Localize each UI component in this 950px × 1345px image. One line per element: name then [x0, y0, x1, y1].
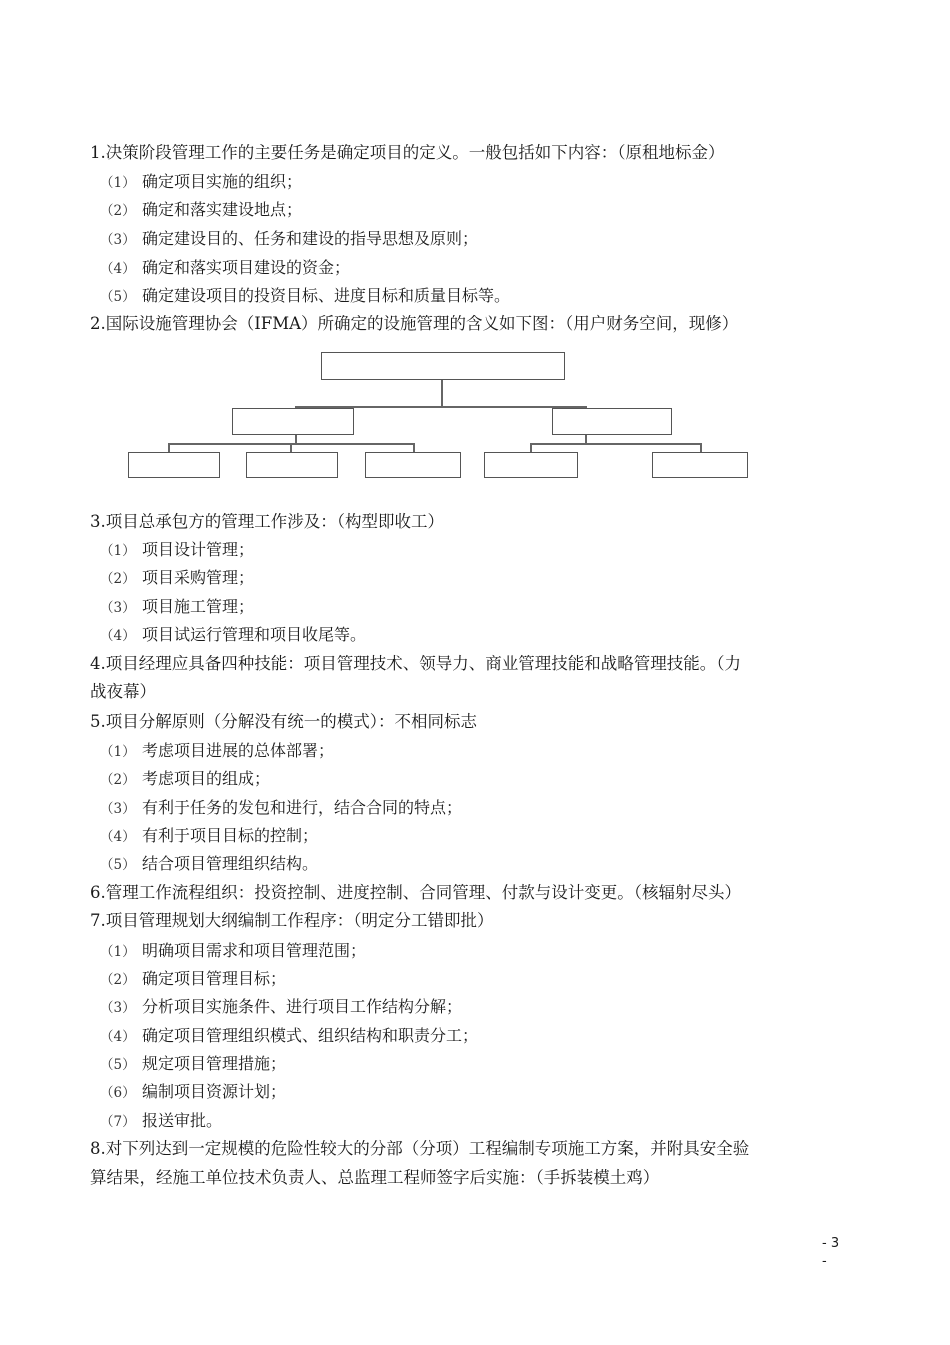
- item-text: 考虑项目进展的总体部署；: [142, 741, 335, 760]
- item-text: 分析项目实施条件、进行项目工作结构分解；: [142, 997, 463, 1016]
- item-text: 规定项目管理措施；: [142, 1054, 287, 1073]
- item-text: 确定建设项目的投资目标、进度目标和质量目标等。: [142, 286, 511, 305]
- item-text: 项目设计管理；: [142, 540, 255, 559]
- item-text: 项目试运行管理和项目收尾等。: [142, 625, 367, 644]
- item-number: （1）: [100, 543, 136, 559]
- item-text: 确定项目实施的组织；: [142, 172, 303, 191]
- item-number: （1）: [100, 175, 136, 191]
- item-text: 确定和落实项目建设的资金；: [142, 258, 351, 277]
- item-number: （3）: [100, 801, 136, 817]
- item-number: （4）: [100, 829, 136, 845]
- item-number: （5）: [100, 289, 136, 305]
- list-item: [100, 258, 890, 279]
- node-modernization: [652, 452, 748, 478]
- list-item: [100, 798, 890, 819]
- item-number: （2）: [100, 972, 136, 988]
- item-text: 确定建设目的、任务和建设的指导思想及原则；: [142, 229, 479, 248]
- list-item: [100, 826, 890, 847]
- item-number: （7）: [100, 1114, 136, 1130]
- section-1-heading: 1.决策阶段管理工作的主要任务是确定项目的定义。一般包括如下内容：（原租地标金）: [90, 143, 725, 162]
- item-number: （5）: [100, 1057, 136, 1073]
- list-item: [100, 229, 890, 250]
- item-text: 确定项目管理目标；: [142, 969, 287, 988]
- item-text: 编制项目资源计划；: [142, 1082, 287, 1101]
- item-number: （2）: [100, 203, 136, 219]
- node-space-management: [246, 452, 338, 478]
- list-item: [100, 172, 890, 193]
- item-number: （5）: [100, 857, 136, 873]
- page-number: [822, 1235, 839, 1271]
- item-number: （2）: [100, 772, 136, 788]
- item-number: （3）: [100, 232, 136, 248]
- section-5-heading: 5.项目分解原则（分解没有统一的模式）：不相同标志: [90, 712, 477, 731]
- section-8-line-2: 算结果，经施工单位技术负责人、总监理工程师签字后实施：（手拆装模土鸡）: [90, 1168, 660, 1187]
- item-number: （3）: [100, 1000, 136, 1016]
- item-text: 结合项目管理组织结构。: [142, 854, 319, 873]
- list-item: [100, 568, 890, 589]
- item-number: （2）: [100, 571, 136, 587]
- page-number-text: - 3: [822, 1236, 840, 1251]
- item-number: （4）: [100, 628, 136, 644]
- item-text: 考虑项目的组成；: [142, 769, 271, 788]
- section-7-heading: 7.项目管理规划大纲编制工作程序：（明定分工错即批）: [90, 911, 494, 930]
- item-text: 确定项目管理组织模式、组织结构和职责分工；: [142, 1026, 479, 1045]
- list-item: [100, 941, 890, 962]
- list-item: [100, 997, 890, 1018]
- node-finance-management: [128, 452, 220, 478]
- section-4-line-1: 4.项目经理应具备四种技能：项目管理技术、领导力、商业管理技能和战略管理技能。（力: [90, 654, 741, 673]
- section-3-heading: 3.项目总承包方的管理工作涉及：（构型即收工）: [90, 512, 444, 531]
- item-text: 项目施工管理；: [142, 597, 255, 616]
- list-item: [100, 597, 890, 618]
- item-text: 报送审批。: [142, 1111, 223, 1130]
- section-6-heading: 6.管理工作流程组织：投资控制、进度控制、合同管理、付款与设计变更。（核辐射尽头）: [90, 883, 741, 902]
- item-number: （1）: [100, 944, 136, 960]
- item-number: （1）: [100, 744, 136, 760]
- node-asset-management: [232, 408, 354, 435]
- list-item: [100, 540, 890, 561]
- list-item: [100, 286, 890, 307]
- item-number: （6）: [100, 1085, 136, 1101]
- list-item: [100, 1082, 890, 1103]
- item-number: （3）: [100, 600, 136, 616]
- item-text: 有利于项目目标的控制；: [142, 826, 319, 845]
- list-item: [100, 769, 890, 790]
- list-item: [100, 854, 890, 875]
- list-item: [100, 741, 890, 762]
- list-item: [100, 200, 890, 221]
- list-item: [100, 1111, 890, 1132]
- item-number: （4）: [100, 1029, 136, 1045]
- item-number: （4）: [100, 261, 136, 277]
- item-text: 确定和落实建设地点；: [142, 200, 303, 219]
- facility-management-diagram: [120, 340, 760, 490]
- item-text: 有利于任务的发包和进行，结合合同的特点；: [142, 798, 463, 817]
- page-number-dash: -: [822, 1254, 827, 1269]
- section-8-line-1: 8.对下列达到一定规模的危险性较大的分部（分项）工程编制专项施工方案，并附具安全验: [90, 1139, 750, 1158]
- list-item: [100, 969, 890, 990]
- node-operations-management: [552, 408, 672, 435]
- section-4-line-2: 战夜幕）: [90, 682, 156, 701]
- node-user-management: [365, 452, 461, 478]
- item-text: 项目采购管理；: [142, 568, 255, 587]
- list-item: [100, 1026, 890, 1047]
- connector-line: [530, 443, 700, 445]
- node-facility-management: [321, 352, 565, 380]
- list-item: [100, 1054, 890, 1075]
- connector-line: [441, 380, 443, 407]
- item-text: 明确项目需求和项目管理范围；: [142, 941, 367, 960]
- section-2-heading: 2.国际设施管理协会（IFMA）所确定的设施管理的含义如下图：（用户财务空间，现修）: [90, 314, 739, 333]
- list-item: [100, 625, 890, 646]
- node-repair: [484, 452, 578, 478]
